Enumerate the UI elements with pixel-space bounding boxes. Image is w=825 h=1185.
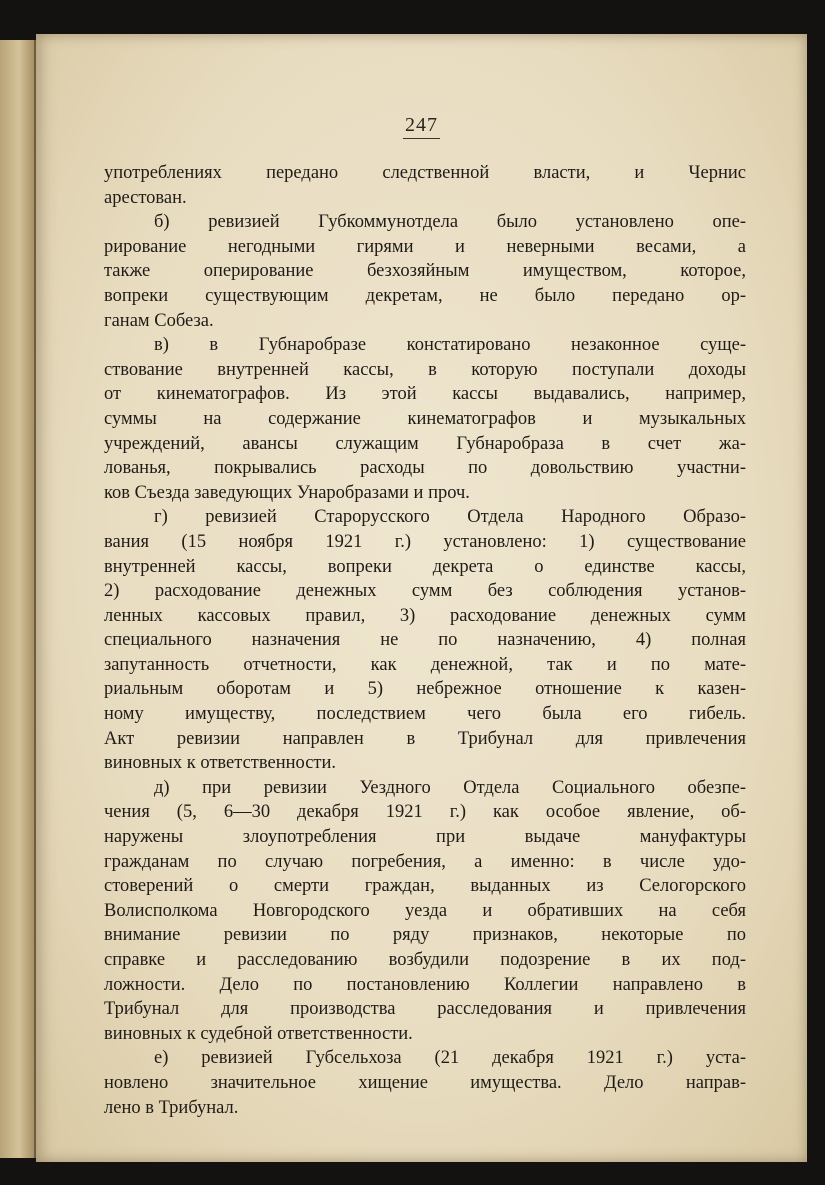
text-line: от кинематографов. Из этой кассы выдавались, например,: [104, 384, 746, 405]
text-line: наружены злоупотребления при выдаче мануфактуры: [104, 827, 746, 848]
text-line: ков Съезда заведующих Унаробразами и проч.: [104, 482, 470, 503]
paragraph: [104, 1046, 746, 1120]
text-line: чения (5, 6—30 декабря 1921 г.) как особое явление, об-: [104, 802, 746, 823]
paragraph: [104, 333, 746, 505]
text-line: вания (15 ноября 1921 г.) установлено: 1) существование: [104, 531, 746, 552]
paragraph: [104, 161, 746, 210]
text-line: также оперирование безхозяйным имуществом, которое,: [104, 261, 746, 282]
text-line: арестован.: [104, 187, 187, 208]
text-line: виновных к судебной ответственности.: [104, 1023, 413, 1044]
text-line: вопреки существующим декретам, не было передано ор-: [104, 285, 746, 306]
text-line: запутанность отчетности, как денежной, так и по мате-: [104, 654, 746, 675]
text-line: лено в Трибунал.: [104, 1097, 239, 1118]
text-line: ствование внутренней кассы, в которую поступали доходы: [104, 359, 746, 380]
text-line: суммы на содержание кинематографов и музыкальных: [104, 408, 746, 429]
text-line: рирование негодными гирями и неверными весами, а: [104, 236, 746, 257]
text-line: справке и расследованию возбудили подозрение в их под-: [104, 950, 746, 970]
text-line: Трибунал для производства расследования и привлечения: [104, 999, 746, 1020]
text-line: виновных к ответственности.: [104, 753, 337, 774]
text-line: лованья, покрывались расходы по довольствию участни-: [104, 458, 746, 479]
text-line: 2) расходование денежных сумм без соблюдения установ-: [104, 581, 746, 602]
text-line: Акт ревизии направлен в Трибунал для привлечения: [104, 728, 746, 749]
text-line: ложности. Дело по постановлению Коллегии направлено в: [104, 974, 746, 995]
text-line: ганам Собеза.: [104, 310, 214, 331]
text-line: в) в Губнаробразе констатировано незаконное суще-: [154, 335, 746, 356]
page-number-text: 247: [403, 114, 440, 139]
text-line: Волисполкома Новгородского уезда и обративших на себя: [104, 900, 746, 921]
text-line: специального назначения не по назначению, 4) полная: [104, 630, 746, 651]
text-line: д) при ревизии Уездного Отдела Социального обезпе-: [154, 777, 746, 798]
page-number: [36, 114, 807, 137]
text-line: употреблениях передано следственной власти, и Чернис: [104, 163, 746, 183]
text-line: внутренней кассы, вопреки декрета о единстве кассы,: [104, 556, 746, 577]
book-page: [36, 34, 807, 1162]
text-line: учреждений, авансы служащим Губнаробраза в счет жа-: [104, 433, 746, 454]
paragraph: [104, 505, 746, 776]
text-line: ному имуществу, последствием чего была его гибель.: [104, 704, 746, 725]
text-body: [104, 161, 746, 1120]
text-line: внимание ревизии по ряду признаков, некоторые по: [104, 925, 746, 946]
text-line: б) ревизией Губкоммунотдела было установлено опе-: [154, 212, 746, 233]
text-line: риальным оборотам и 5) небрежное отношение к казен-: [104, 679, 746, 700]
text-line: г) ревизией Старорусского Отдела Народного Образо-: [154, 507, 746, 528]
paragraph: [104, 776, 746, 1047]
text-line: е) ревизией Губсельхоза (21 декабря 1921 г.) уста-: [154, 1048, 746, 1069]
previous-page-edge: [0, 40, 36, 1158]
paragraph: [104, 210, 746, 333]
text-line: новлено значительное хищение имущества. Дело направ-: [104, 1072, 746, 1093]
text-line: стоверений о смерти граждан, выданных из Селогорского: [104, 876, 746, 897]
text-line: ленных кассовых правил, 3) расходование денежных сумм: [104, 605, 746, 626]
text-line: гражданам по случаю погребения, а именно: в числе удо-: [104, 851, 746, 872]
